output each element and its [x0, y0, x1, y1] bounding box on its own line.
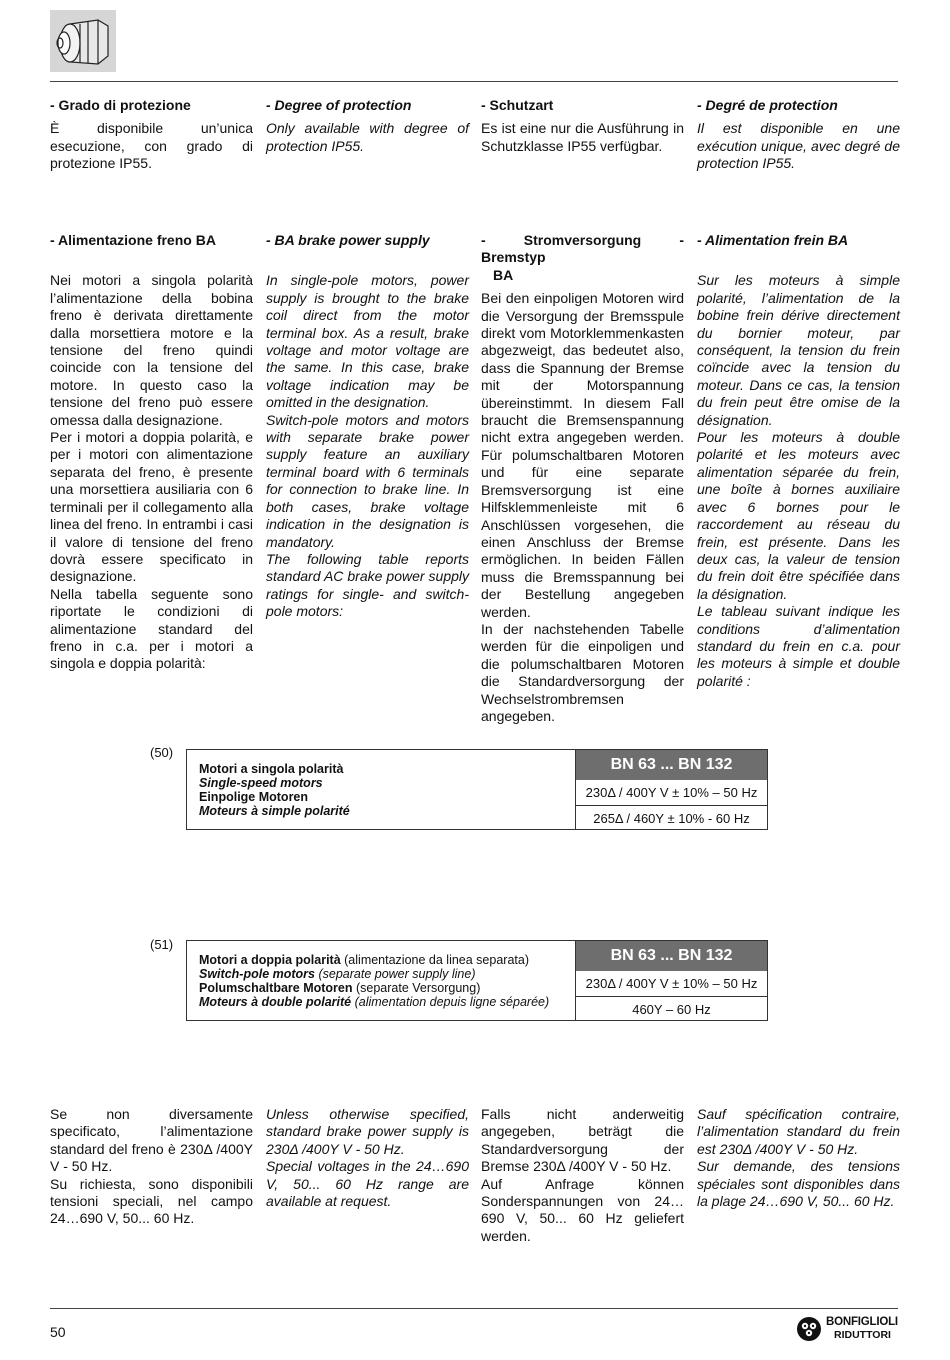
desc-fr: Moteurs à simple polarité	[199, 804, 350, 818]
top-divider	[50, 81, 898, 82]
paragraph: Bei den einpoligen Motoren wird die Versorgung der Bremsspule direkt vom Motorklemmenkasten abgezweigt, das bedeutet also, dass die Spannung der Bremse mit der Motorspannung übereinstimmt. In diesem Fall braucht die Bremsenspannung nicht extra angegeben werden. Für polumschaltbaren Motoren und für eine separate Bremsversorgung ist eine Hilfsklemmenleiste mit 6 Anschlüssen vorgesehen, die einen Anschluss der Bremse ermöglichen. In beiden Fällen muss die Bremsspannung bei der Bestellung angegeben werden.	[481, 290, 684, 620]
supply-table-switch-pole	[186, 940, 768, 1021]
paragraph: Pour les moteurs à double polarité et les moteurs avec alimentation séparée du frein, une boîte à bornes auxiliaire avec 6 bornes pour le raccordement au réseau du frein, est présente. Dans les deux cas, la valeur de tension du frein doit être spécifiée dans la désignation.	[697, 429, 900, 602]
heading: - BA brake power supply	[266, 232, 430, 248]
table-label: (51)	[150, 937, 174, 952]
table-row: 460Y – 60 Hz	[576, 996, 767, 1022]
brake-supply-de	[481, 232, 684, 725]
paragraph: Sur les moteurs à simple polarité, l’alimentation de la bobine frein dérive directement du bornier moteur, par conséquent, la tension du frein coïncide avec la tension du moteur. Dans ce cas, la tension du frein peut être omise de la désignation.	[697, 272, 900, 428]
heading-continuation: BA	[493, 266, 514, 283]
paragraph: Sur demande, des tensions spéciales sont disponibles dans la plage 24…690 V, 50... 60 Hz.	[697, 1158, 900, 1210]
heading: - Grado di protezione	[50, 97, 191, 113]
table-description	[187, 941, 576, 1020]
paragraph: Su richiesta, sono disponibili tensioni speciali, nel campo 24…690 V, 50... 60 Hz.	[50, 1175, 253, 1227]
desc-de	[199, 981, 575, 995]
desc-de-bold: Polumschaltbare Motoren	[199, 981, 353, 995]
supply-table-single	[186, 749, 768, 830]
paragraph: Special voltages in the 24…690 V, 50... 60 Hz range are available at request.	[266, 1158, 469, 1210]
protection-de	[481, 97, 684, 155]
heading: - Degré de protection	[697, 97, 838, 113]
desc-en-rest: (separate power supply line)	[314, 967, 476, 981]
paragraph: Per i motori a doppia polarità, e per i motori con alimentazione separata del freno, è presente una morsettiera ausiliaria con 6 terminali per il collegamento alla linea del freno. In entrambi i casi il valore di tensione del freno dovrà essere specificato in designazione.	[50, 429, 253, 585]
desc-it-rest: (alimentazione da linea separata)	[340, 953, 529, 967]
paragraph: Nei motori a singola polarità l’alimentazione della bobina freno è derivata direttamente dalla morsettiera motore e la tensione del freno quindi coincide con la tensione del motore. In questo caso la tensione del freno può essere omessa dalla designazione.	[50, 272, 253, 428]
paragraph: In der nachstehenden Tabelle werden für die einpoligen und die polumschaltbaren Motoren die Standardversorgung der Wechselstrombremsen angegeben.	[481, 620, 684, 724]
desc-de: Einpolige Motoren	[199, 790, 309, 804]
paragraph: In single-pole motors, power supply is brought to the brake coil direct from the motor terminal box. As a result, brake voltage and motor voltage are the same. In this case, brake voltage indication may be omitted in the designation.	[266, 272, 469, 411]
heading: - Schutzart	[481, 97, 554, 113]
heading: - Alimentation frein BA	[697, 232, 849, 248]
table-description	[187, 750, 576, 829]
paragraph: Se non diversamente specificato, l’alimentazione standard del freno è 230Δ /400Y V - 50 Hz.	[50, 1106, 253, 1175]
table-row: 230Δ / 400Y V ± 10% – 50 Hz	[585, 785, 758, 800]
brand-subtitle: RIDUTTORI	[834, 1329, 891, 1341]
table-header: BN 63 ... BN 132	[576, 750, 767, 780]
note-en	[266, 1106, 469, 1210]
page-number: 50	[50, 1324, 66, 1340]
protection-it	[50, 97, 253, 173]
brake-supply-it	[50, 232, 253, 673]
gear-logo-icon	[796, 1316, 822, 1342]
paragraph: Falls nicht anderweitig angegeben, beträgt die Standardversorgung der Bremse 230Δ /400Y V - 50 Hz.	[481, 1106, 684, 1175]
paragraph: The following table reports standard AC brake power supply ratings for single- and switch-pole motors:	[266, 550, 469, 620]
desc-it-bold: Motori a doppia polarità	[199, 953, 341, 967]
brand-name: BONFIGLIOLI	[826, 1316, 898, 1328]
table-label: (50)	[150, 745, 174, 760]
bottom-divider	[50, 1308, 898, 1309]
protection-en	[266, 97, 469, 155]
note-de	[481, 1106, 684, 1245]
paragraph: Il est disponible en une exécution unique, avec degré de protection IP55.	[697, 120, 900, 172]
paragraph: È disponibile un’unica esecuzione, con grado di protezione IP55.	[50, 120, 253, 172]
heading: - Alimentazione freno BA	[50, 232, 216, 248]
table-header: BN 63 ... BN 132	[576, 941, 767, 971]
desc-it: Motori a singola polarità	[199, 762, 344, 776]
paragraph: Es ist eine nur die Ausführung in Schutzklasse IP55 verfügbar.	[481, 120, 684, 154]
table-row: 230Δ / 400Y V ± 10% – 50 Hz	[585, 976, 758, 991]
paragraph: Sauf spécification contraire, l’alimentation standard du frein est 230Δ /400Y V - 50 Hz.	[697, 1106, 900, 1157]
paragraph: Switch-pole motors and motors with separate brake power supply feature an auxiliary terminal board with 6 terminals for connection to brake line. In both cases, brake voltage indication in the designation is mandatory.	[266, 411, 469, 550]
note-it	[50, 1106, 253, 1228]
table-row: 265Δ / 460Y ± 10% - 60 Hz	[576, 805, 767, 831]
paragraph: Le tableau suivant indique les conditions d’alimentation standard du frein en c.a. pour les moteurs à simple et double polarité :	[697, 603, 900, 689]
desc-de-rest: (separate Versorgung)	[352, 981, 481, 995]
note-fr	[697, 1106, 900, 1210]
desc-en: Single-speed motors	[199, 776, 323, 790]
heading: - Stromversorgung - Bremstyp	[481, 232, 684, 266]
desc-en	[199, 967, 575, 981]
protection-fr	[697, 97, 900, 173]
table-values	[576, 941, 767, 1020]
paragraph: Nella tabella seguente sono riportate le condizioni di alimentazione standard del freno in c.a. per i motori a singola e doppia polarità:	[50, 585, 253, 672]
paragraph: Only available with degree of protection IP55.	[266, 120, 469, 154]
desc-fr	[199, 995, 575, 1009]
desc-fr-rest: (alimentation depuis ligne séparée)	[351, 995, 550, 1009]
table-values	[576, 750, 767, 829]
brake-supply-en	[266, 232, 469, 621]
desc-it	[199, 953, 575, 967]
desc-en-bold: Switch-pole motors	[199, 967, 315, 981]
brake-supply-fr	[697, 232, 900, 690]
motor-icon	[50, 10, 116, 72]
paragraph: Unless otherwise specified, standard brake power supply is 230Δ /400Y V - 50 Hz.	[266, 1106, 469, 1157]
heading: - Degree of protection	[266, 97, 412, 113]
paragraph: Auf Anfrage können Sonderspannungen von 24…690 V, 50... 60 Hz geliefert werden.	[481, 1175, 684, 1244]
brand-logo	[796, 1314, 900, 1344]
desc-fr-bold: Moteurs à double polarité	[199, 995, 352, 1009]
